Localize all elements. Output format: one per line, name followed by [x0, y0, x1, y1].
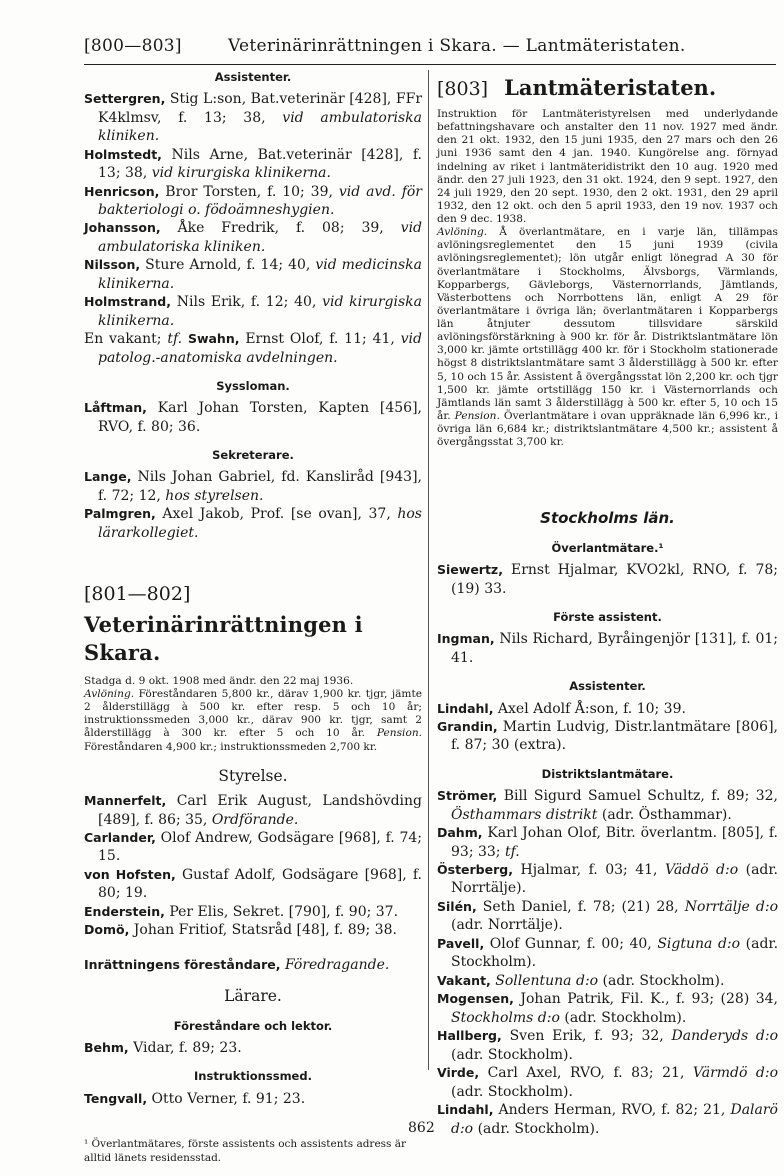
entry-role: vid avd. för bakteriologi o. födoämneshygien.: [98, 183, 422, 218]
entry-details: Bill Sigurd Samuel Schultz, f. 89; 32,: [503, 788, 778, 805]
entry-role: vid ambulatoriska kliniken.: [98, 220, 423, 255]
avloning-label: Avlöning.: [84, 688, 135, 700]
entry-name: Tengvall,: [84, 1090, 148, 1106]
entry-district: Väddö d:o: [665, 861, 739, 878]
list-item: [437, 972, 778, 990]
avloning-text: Föreståndaren 5,800 kr., därav 1,900 kr. tjgr, jämte 2 ålderstillägg à 500 kr. efter resp. 5 och 10 år; instruktionssmeden 3,000 kr., därav 900 kr. tjgr, samt 2 ålderstillägg à 300 kr. efter 5 och 10 år.: [84, 688, 423, 740]
right-avloning: [437, 226, 778, 449]
list-item: [437, 718, 778, 755]
entry-address: (adr. Östhammar).: [601, 806, 732, 823]
list-item: [84, 183, 422, 220]
entry-role: vid ambulatoriska kliniken.: [98, 109, 423, 145]
entry-address: (adr. Stockholm).: [451, 1046, 573, 1063]
instruktionssmed-entry: [84, 1090, 422, 1108]
forestandare-line: [84, 956, 422, 974]
footnote: ¹ Överlantmätares, förste assistents och assistents adress är alltid länets residensstad.: [84, 1138, 407, 1164]
section-heading-803: [437, 74, 778, 102]
page-number: 862: [408, 1120, 435, 1136]
list-item: [437, 824, 778, 861]
entry-name: Hallberg,: [437, 1028, 502, 1044]
entry-name: Behm,: [84, 1039, 129, 1055]
entry-role: vid patolog.-anatomiska avdelningen.: [98, 331, 422, 366]
entry-name: Johansson,: [84, 220, 161, 236]
overlantmatare-heading: Överlantmätare.¹: [551, 541, 664, 556]
vakant-pre: En vakant;: [84, 331, 162, 348]
vakant-tf: tf.: [167, 331, 183, 348]
entry-district: Sollentuna d:o: [495, 972, 599, 989]
entry-role: hos lärarkollegiet.: [98, 506, 422, 541]
entry-name: Vakant,: [437, 972, 491, 988]
list-item: [437, 898, 778, 935]
assistenter-list: [84, 90, 422, 330]
list-item: [84, 146, 422, 183]
stadga-text: Stadga d. 9 okt. 1908 med ändr. den 22 maj 1936.: [84, 674, 354, 687]
pension-text: Föreståndaren 4,900 kr.; instruktionssmeden 2,700 kr.: [84, 740, 378, 753]
entry-district: Värmdö d:o: [692, 1065, 779, 1082]
entry-address: (adr. Stockholm).: [451, 935, 779, 971]
entry-role: vid medicinska klinikerna.: [98, 257, 423, 292]
entry-details: Hjalmar, f. 03; 41,: [520, 861, 658, 878]
entry-name: Grandin,: [437, 718, 498, 734]
avloning-paragraph: [84, 688, 422, 754]
entry-name: Carlander,: [84, 830, 156, 846]
entry-role: vid kirurgiska klinikerna.: [98, 294, 422, 329]
forestandare-role: Föredragande.: [284, 956, 390, 973]
forste-assistent-heading: Förste assistent.: [553, 610, 662, 625]
assistenter-heading: Assistenter.: [214, 70, 292, 84]
entry-details: Åke Fredrik, f. 08; 39,: [177, 220, 384, 237]
entry-details: Anders Herman, RVO, f. 82; 21,: [498, 1102, 726, 1119]
entry-details: Otto Verner, f. 91; 23.: [151, 1090, 306, 1107]
entry-details: Stig L:son, Bat.veterinär [428], FFr K4klmsv, f. 13; 38,: [98, 91, 423, 126]
forest-lektor-entry: [84, 1039, 422, 1057]
entry-role: Ordförande.: [211, 811, 299, 828]
pension-label: Pension.: [376, 727, 423, 740]
entry-address: (adr. Stockholm).: [477, 1120, 600, 1137]
entry-address: (adr. Stockholm).: [564, 1009, 687, 1026]
list-item: [84, 90, 422, 145]
distrikt-heading: Distriktslantmätare.: [541, 766, 674, 781]
syssloman-heading: Syssloman.: [216, 379, 290, 394]
entry-details: Per Elis, Sekret. [790], f. 90; 37.: [169, 903, 399, 920]
entry-district: tf.: [504, 843, 520, 860]
right-assistenter-heading: Assistenter.: [569, 679, 646, 694]
entry-address: (adr. Norrtälje).: [451, 917, 563, 934]
syssloman-entry: [84, 399, 422, 436]
entry-details: Carl Axel, RVO, f. 83; 21,: [487, 1065, 685, 1082]
entry-name: Mannerfelt,: [84, 793, 167, 809]
forest-lektor-heading: Föreståndare och lektor.: [173, 1018, 333, 1033]
list-item: [437, 861, 778, 898]
styrelse-list: [84, 792, 422, 940]
entry-name: Lindahl,: [437, 1102, 494, 1118]
entry-details: Axel Jakob, Prof. [se ovan], 37,: [162, 506, 391, 523]
section-title-skara: Veterinärinrättningen i Skara.: [84, 612, 363, 666]
entry-name: Domö,: [84, 922, 130, 938]
list-item: [84, 219, 422, 256]
entry-district: Östhammars distrikt: [451, 806, 598, 823]
entry-role: vid kirurgiska klinikerna.: [151, 165, 331, 182]
entry-name: Holmstrand,: [84, 294, 171, 310]
list-item: [437, 1027, 778, 1064]
right-assistenter-list: [437, 700, 778, 755]
entry-details: Axel Adolf Å:son, f. 10; 39.: [497, 700, 686, 717]
sekreterare-list: [84, 468, 422, 542]
list-item: [437, 1101, 778, 1138]
entry-details: Martin Ludvig, Distr.lantmätare [806], f. 87; 30 (extra).: [451, 718, 779, 754]
entry-address: (adr. Norrtälje).: [451, 861, 778, 897]
list-item: [84, 293, 422, 330]
distrikt-list: [437, 787, 778, 1138]
entry-name: Ingman,: [437, 631, 495, 647]
avloning-text: Å överlantmätare, en i varje län, tillämpas avlöningsreglementet den 15 juni 1939 (civila avlöningsreglementet); lön utgår enligt lönegrad A 30 för överlantmätare i Stockholms, Älvsborgs, Värmlands, Kopparbergs, Gävleborgs, Västernorrlands, Jämtlands, Västerbottens och Norrbottens län, enligt A 29 för överlantmätare i övriga län; överlantmätaren i Kopparbergs län åtnjuter dessutom tillsvidare särskild avlöningsförstärkning à 900 kr. för år. Distriktslantmätare lön 3,000 kr. jämte ortstillägg 400 kr. för i Stockholm stationerade högst 8 distriktslantmätare samt 3 ålderstillägg à 500 kr. efter 5, 10 och 15 år. Assistent å övergångsstat lön 2,200 kr. och tjgr 1,500 kr. jämte ortstillägg 150 kr. i Västernorrlands och Jämtlands län samt 3 ålderstillägg à 500 kr. efter 5, 10 och 15 år.: [437, 226, 778, 422]
entry-name: Dahm,: [437, 825, 483, 841]
header-rule: [84, 64, 776, 65]
entry-details: Gustaf Adolf, Godsägare [968], f. 80; 19.: [98, 866, 423, 902]
entry-name: Mogensen,: [437, 991, 514, 1007]
entry-details: Karl Johan Olof, Bitr. överlantm. [805], f. 93; 33;: [451, 825, 778, 860]
entry-details: Johan Patrik, Fil. K., f. 93; (28) 34,: [520, 991, 779, 1008]
list-item: [437, 1064, 778, 1101]
entry-name: Palmgren,: [84, 506, 156, 522]
pension-text: Överlantmätare i ovan uppräknade län 6,996 kr., i övriga län 6,684 kr.; distriktslantmätare 4,500 kr.; assistent å övergångsstat 3,700 kr.: [437, 409, 778, 449]
entry-district: Stockholms d:o: [451, 1009, 560, 1026]
entry-details: Bror Torsten, f. 10; 39,: [165, 183, 333, 200]
list-item: [84, 792, 422, 829]
entry-name: Lindahl,: [437, 700, 494, 716]
entry-name: Virde,: [437, 1065, 480, 1081]
column-divider: [428, 70, 429, 1070]
forste-assistent-entry: [437, 630, 778, 667]
entry-address: (adr. Stockholm).: [451, 1083, 573, 1100]
entry-name: Nilsson,: [84, 257, 141, 273]
entry-district: Norrtälje d:o: [684, 898, 779, 915]
section-title-lantmateri: Lantmäteristaten.: [504, 75, 717, 100]
entry-name: Enderstein,: [84, 903, 165, 919]
entry-district: Dalarö d:o: [451, 1102, 778, 1137]
entry-details: Ernst Olof, f. 11; 41,: [245, 331, 395, 348]
entry-details: Nils Johan Gabriel, fd. Kanslіråd [943], f. 72; 12,: [98, 469, 422, 504]
entry-district: Sigtuna d:o: [657, 935, 741, 952]
entry-name: Holmstedt,: [84, 146, 162, 162]
header-title: Veterinärinrättningen i Skara. — Lantmäteristaten.: [228, 36, 686, 56]
entry-name: Pavell,: [437, 935, 485, 951]
list-item: [437, 990, 778, 1027]
entry-name: von Hofsten,: [84, 866, 176, 882]
larare-heading: Lärare.: [224, 987, 282, 1006]
forestandare-label: Inrättningens föreståndare,: [84, 956, 281, 972]
entry-name: Henricson,: [84, 183, 160, 199]
entry-name: Silén,: [437, 898, 477, 914]
entry-name: Österberg,: [437, 861, 513, 877]
vakant-entry: [84, 330, 422, 367]
entry-name: Swahn,: [187, 331, 240, 347]
entry-details: Carl Erik August, Landshövding [489], f. 86; 35,: [98, 793, 423, 828]
entry-details: Olof Andrew, Godsägare [968], f. 74; 15.: [98, 830, 423, 865]
left-column: [84, 70, 422, 1176]
lan-heading: Stockholms län.: [540, 509, 675, 528]
entry-district: Danderyds d:o: [671, 1028, 779, 1045]
entry-details: Olof Gunnar, f. 00; 40,: [489, 935, 652, 952]
entry-details: Sture Arnold, f. 14; 40,: [145, 257, 311, 274]
entry-details: Karl Johan Torsten, Kapten [456], RVO, f. 80; 36.: [98, 400, 422, 435]
list-item: [437, 700, 778, 718]
pension-label: Pension.: [454, 409, 500, 422]
right-column: [437, 70, 778, 1138]
instruktionssmed-heading: Instruktionssmed.: [194, 1069, 312, 1084]
section-number-803: [803]: [437, 78, 489, 100]
styrelse-heading: Styrelse.: [218, 766, 288, 785]
running-header: [84, 36, 774, 66]
entry-address: (adr. Stockholm).: [602, 972, 725, 989]
section-number-801: [801—802]: [84, 583, 191, 606]
entry-details: Johan Fritiof, Statsråd [48], f. 89; 38.: [133, 922, 397, 939]
list-item: [437, 787, 778, 824]
header-page-range: [800—803]: [84, 36, 182, 56]
list-item: [437, 935, 778, 972]
entry-details: Nils Richard, Byråingenjör [131], f. 01; 41.: [451, 631, 779, 666]
entry-details: Vidar, f. 89; 23.: [133, 1039, 242, 1056]
list-item: [84, 903, 422, 921]
list-item: [84, 468, 422, 505]
entry-details: Seth Daniel, f. 78; (21) 28,: [482, 898, 679, 915]
entry-details: Ernst Hjalmar, KVO2kl, RNO, f. 78; (19) 33.: [451, 562, 778, 597]
entry-details: Sven Erik, f. 93; 32,: [509, 1028, 664, 1045]
entry-name: Siewertz,: [437, 562, 503, 578]
list-item: [84, 829, 422, 866]
entry-name: Lange,: [84, 469, 132, 485]
entry-name: Låftman,: [84, 400, 147, 416]
overlantmatare-entry: [437, 561, 778, 598]
list-item: [84, 256, 422, 293]
sekreterare-heading: Sekreterare.: [212, 448, 294, 463]
list-item: [84, 505, 422, 542]
entry-name: Settergren,: [84, 91, 166, 107]
list-item: [84, 866, 422, 903]
entry-details: Nils Arne, Bat.veterinär [428], f. 13; 38,: [98, 146, 423, 182]
instruction-text: Instruktion för Lantmäteristyrelsen med underlydande befattningshavare och anstalter den 11 nov. 1927 med ändr. den 21 okt. 1932, den 15 juni 1935, den 27 mars och den 26 juni 1936 samt den 4 jan. 1940. Kungörelse ang. förnyad indelning av riket i lantmäteridistrikt den 10 aug. 1920 med ändr. den 27 juli 1923, den 31 okt. 1924, den 9 sept. 1927, den 24 juli 1929, den 20 sept. 1930, den 2 okt. 1931, den 29 april 1932, den 12 okt. och den 5 april 1933, den 19 nov. 1937 och den 9 dec. 1938.: [437, 108, 778, 226]
entry-role: hos styrelsen.: [165, 487, 264, 504]
entry-details: Nils Erik, f. 12; 40,: [176, 294, 317, 311]
list-item: [84, 921, 422, 939]
entry-name: Strömer,: [437, 788, 498, 804]
avloning-label: Avlöning.: [437, 226, 488, 239]
